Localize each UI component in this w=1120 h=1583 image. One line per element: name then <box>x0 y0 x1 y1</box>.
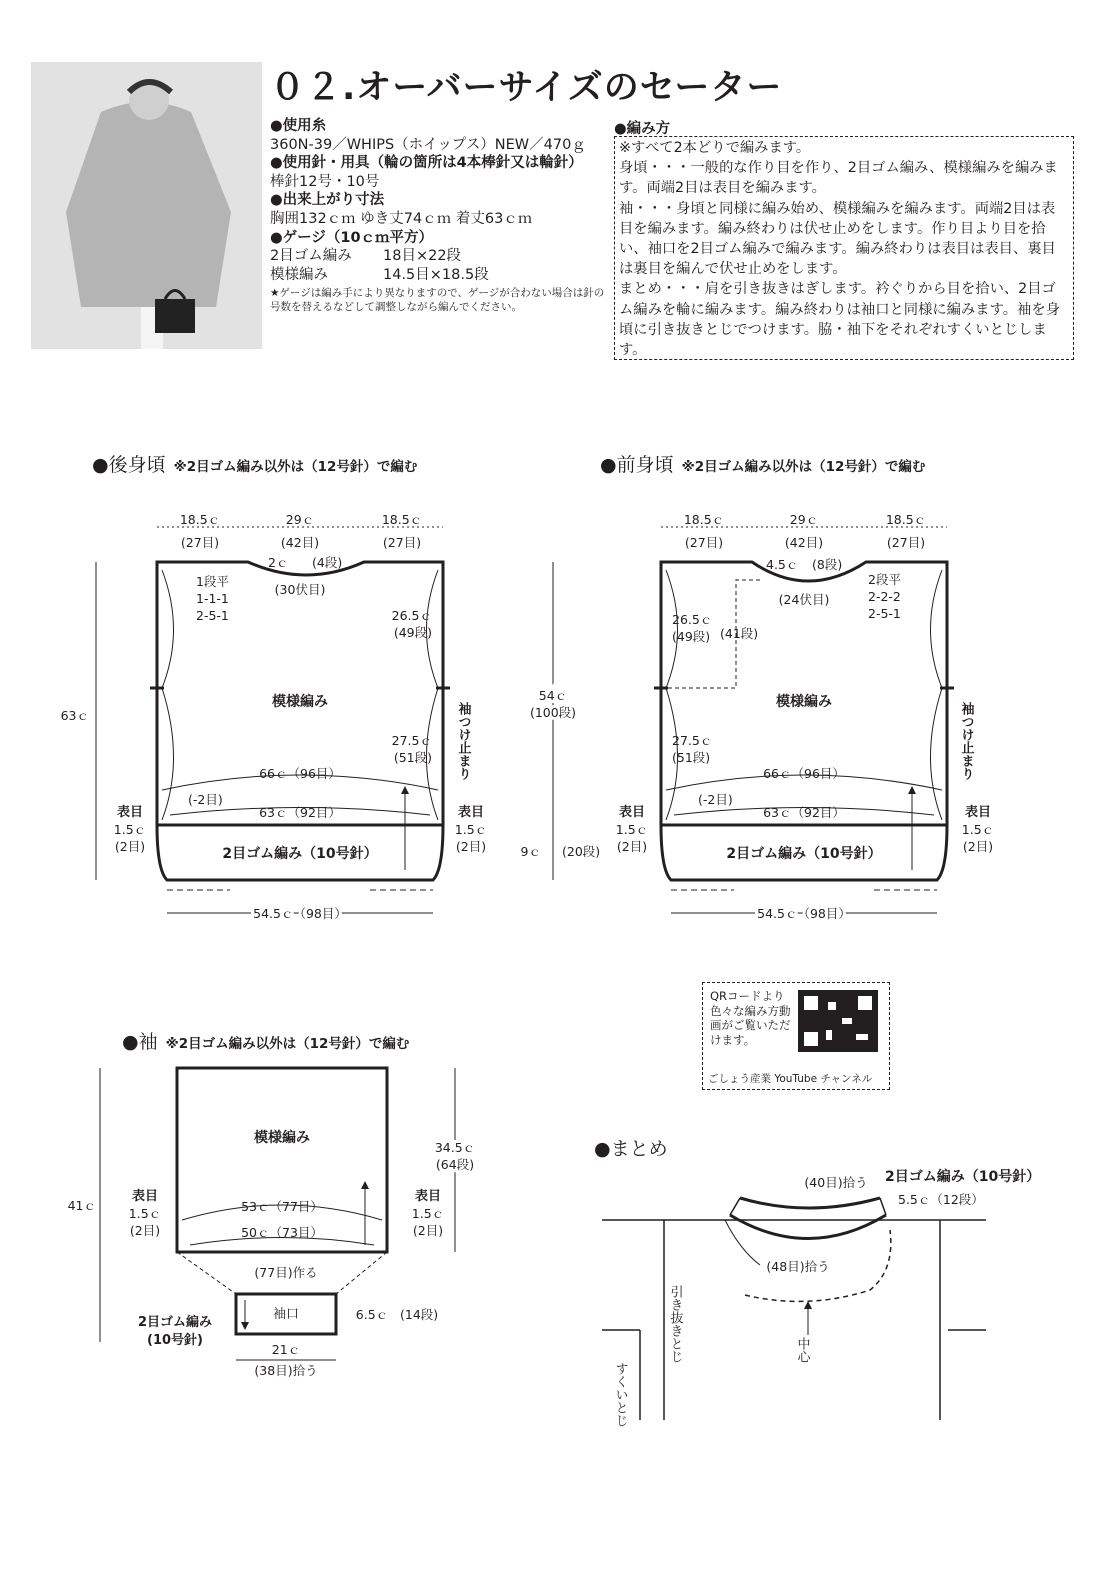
front-label: 表目 <box>618 805 646 820</box>
front-label: 63ｃ（92目） <box>763 805 845 820</box>
finish-label: (40目)拾う <box>804 1175 868 1190</box>
needle-value: 棒針12号・10号 <box>270 173 380 190</box>
back-label: 表目 <box>116 805 144 820</box>
back-label: 1.5ｃ <box>454 822 488 837</box>
front-label: 袖つけ止まり <box>958 702 974 780</box>
front-label: (27目) <box>684 535 724 550</box>
qr-code-box[interactable] <box>702 982 890 1090</box>
back-label: (-2目) <box>188 792 223 807</box>
method-paragraph: 身頃・・・一般的な作り目を作り、2目ゴム編み、模様編みを編みます。両端2目は表目を編みます。 <box>619 160 1058 197</box>
back-label: (49段) <box>393 625 432 640</box>
method-paragraph: ※すべて2本どりで編みます。 <box>619 140 811 156</box>
back-label: 2目ゴム編み（10号針） <box>222 846 378 862</box>
finish-label: すくいとじ <box>612 1362 628 1427</box>
front-label: 66ｃ（96目） <box>763 766 845 781</box>
sleeve-heading: ●袖 ※2目ゴム編み以外は（12号針）で編む <box>122 1031 410 1053</box>
back-label: 27.5ｃ <box>391 733 432 748</box>
finish-label: (48目)拾う <box>766 1259 830 1274</box>
sleeve-label: 50ｃ（73目） <box>241 1225 323 1240</box>
gauge-row: 模様編み 14.5目×18.5段 <box>270 266 489 283</box>
qr-code-icon[interactable] <box>798 990 878 1052</box>
front-label: 29ｃ <box>789 512 819 527</box>
front-label: (8段) <box>812 557 843 572</box>
finishing-diagram <box>602 1198 986 1420</box>
sleeve-label: (64段) <box>435 1157 475 1172</box>
back-label: 1-1-1 <box>196 591 229 606</box>
front-label: 2段平 <box>868 572 901 587</box>
sleeve-diagram <box>100 1068 455 1360</box>
back-label: 18.5ｃ <box>381 512 423 527</box>
sleeve-label: 表目 <box>131 1189 159 1204</box>
method-box <box>614 136 1074 360</box>
finish-label: 2目ゴム編み（10号針） <box>885 1169 1041 1185</box>
front-label: (41段) <box>720 626 759 641</box>
back-label: 54.5ｃ（98目） <box>253 906 347 921</box>
front-label: 模様編み <box>776 694 832 710</box>
sleeve-label: (77目)作る <box>254 1265 318 1280</box>
front-label: 54.5ｃ（98目） <box>757 906 851 921</box>
back-label: 29ｃ <box>285 512 315 527</box>
front-label: 2目ゴム編み（10号針） <box>726 846 882 862</box>
front-label: 54ｃ <box>538 688 568 703</box>
back-label: 2ｃ <box>268 555 289 570</box>
gauge-note: ★ゲージは編み手により異なりますので、ゲージが合わない場合は針の号数を替えるなどして調整しながら編んでください。 <box>270 287 605 314</box>
finish-heading: ●まとめ <box>594 1138 668 1160</box>
gauge-heading: ●ゲージ（10ｃｍ平方） <box>270 229 434 246</box>
sleeve-label: (2目) <box>412 1223 444 1238</box>
front-label: 1.5ｃ <box>961 822 995 837</box>
front-label: (24伏目) <box>778 592 830 607</box>
back-label: 袖つけ止まり <box>455 702 471 780</box>
front-label: (27目) <box>886 535 926 550</box>
front-label: 1.5ｃ <box>615 822 649 837</box>
back-label: 63ｃ <box>60 708 89 723</box>
front-label: 2-2-2 <box>868 589 901 604</box>
sleeve-label: 53ｃ（77目） <box>241 1199 323 1214</box>
finish-label: 5.5ｃ（12段） <box>898 1192 984 1207</box>
front-label: (2目) <box>962 839 994 854</box>
front-label: 4.5ｃ <box>766 557 799 572</box>
sleeve-label: 41ｃ <box>67 1198 96 1213</box>
yarn-heading: ●使用糸 <box>270 118 327 134</box>
sleeve-label: 表目 <box>414 1189 442 1204</box>
method-heading: ●編み方 <box>614 121 671 137</box>
back-label: 2-5-1 <box>196 608 229 623</box>
back-label: 26.5ｃ <box>391 608 432 623</box>
needle-heading: ●使用針・用具（輪の箇所は4本棒針又は輪針） <box>270 155 583 172</box>
size-value: 胸囲132ｃｍ ゆき丈74ｃｍ 着丈63ｃｍ <box>270 210 533 227</box>
sleeve-label: (38目)拾う <box>254 1363 318 1378</box>
finish-label: 中心 <box>794 1337 810 1363</box>
pattern-title: ０２.オーバーサイズのセーター <box>270 68 783 108</box>
model-photo <box>31 62 262 349</box>
back-label: (2目) <box>455 839 487 854</box>
front-label: 27.5ｃ <box>672 733 713 748</box>
front-label: (51段) <box>672 750 711 765</box>
back-label: (30伏目) <box>274 582 326 597</box>
front-label: 26.5ｃ <box>672 612 713 627</box>
back-label: 1.5ｃ <box>113 822 147 837</box>
back-label: 表目 <box>457 805 485 820</box>
back-label: (2目) <box>114 839 146 854</box>
back-label: (51段) <box>393 750 432 765</box>
front-label: (-2目) <box>698 792 733 807</box>
front-label: 18.5ｃ <box>885 512 927 527</box>
sleeve-label: 34.5ｃ <box>434 1140 476 1155</box>
front-label: (42目) <box>784 535 824 550</box>
back-label: (42目) <box>280 535 320 550</box>
sleeve-label: (2目) <box>129 1223 161 1238</box>
back-body-diagram <box>96 527 450 913</box>
qr-caption: ごしょう産業 YouTube チャンネル <box>708 1073 873 1085</box>
method-paragraph: 袖・・・身頃と同様に編み始め、模様編みを編みます。両端2目は表目を編みます。編み終わりは伏せ止めをします。作り目より目を拾い、袖口を2目ゴム編みで編みます。編み終わりは表目は表目、裏目は裏目を編んで伏せ止めをします。 <box>619 200 1056 278</box>
front-heading: ●前身頃 ※2目ゴム編み以外は（12号針）で編む <box>600 454 926 476</box>
back-label: (4段) <box>312 555 343 570</box>
back-label: 模様編み <box>272 694 328 710</box>
back-heading: ●後身頃 ※2目ゴム編み以外は（12号針）で編む <box>92 454 418 476</box>
front-label: 18.5ｃ <box>683 512 725 527</box>
sleeve-label: (14段) <box>400 1307 439 1322</box>
front-label: 9ｃ <box>520 844 541 859</box>
materials-info <box>270 117 605 314</box>
sleeve-label: (10号針) <box>147 1333 203 1348</box>
back-label: 1段平 <box>196 574 229 589</box>
gauge-row: 2目ゴム編み 18目×22段 <box>270 248 462 265</box>
finish-label: 引き抜きとじ <box>667 1285 683 1363</box>
method-paragraph: まとめ・・・肩を引き抜きはぎします。衿ぐりから目を拾い、2目ゴム編みを輪に編みます。編み終わりは袖口と同様に編みます。袖を身頃に引き抜きとじでつけます。脇・袖下をそれぞれすくいとじします。 <box>619 281 1060 359</box>
front-label: (20段) <box>562 844 601 859</box>
sleeve-label: 1.5ｃ <box>411 1206 445 1221</box>
size-heading: ●出来上がり寸法 <box>270 192 385 209</box>
sleeve-label: 袖口 <box>272 1307 300 1322</box>
front-label: (49段) <box>672 629 711 644</box>
sleeve-label: 1.5ｃ <box>128 1206 162 1221</box>
qr-text: QRコードより色々な編み方動画がご覧いただけます。 <box>710 989 791 1047</box>
front-label: 2-5-1 <box>868 606 901 621</box>
front-label: (2目) <box>616 839 648 854</box>
front-label: (100段) <box>529 705 577 720</box>
sleeve-label: 6.5ｃ <box>355 1307 389 1322</box>
sleeve-label: 21ｃ <box>271 1342 301 1357</box>
back-label: 66ｃ（96目） <box>259 766 341 781</box>
sleeve-label: 2目ゴム編み <box>137 1315 213 1330</box>
front-body-diagram <box>553 527 954 913</box>
front-label: 表目 <box>964 805 992 820</box>
back-label: 18.5ｃ <box>179 512 221 527</box>
sleeve-label: 模様編み <box>254 1130 310 1146</box>
back-label: (27目) <box>382 535 422 550</box>
yarn-value: 360N-39／WHIPS（ホイップス）NEW／470ｇ <box>270 136 586 153</box>
back-label: 63ｃ（92目） <box>259 805 341 820</box>
model-illustration <box>31 62 262 349</box>
back-label: (27目) <box>180 535 220 550</box>
